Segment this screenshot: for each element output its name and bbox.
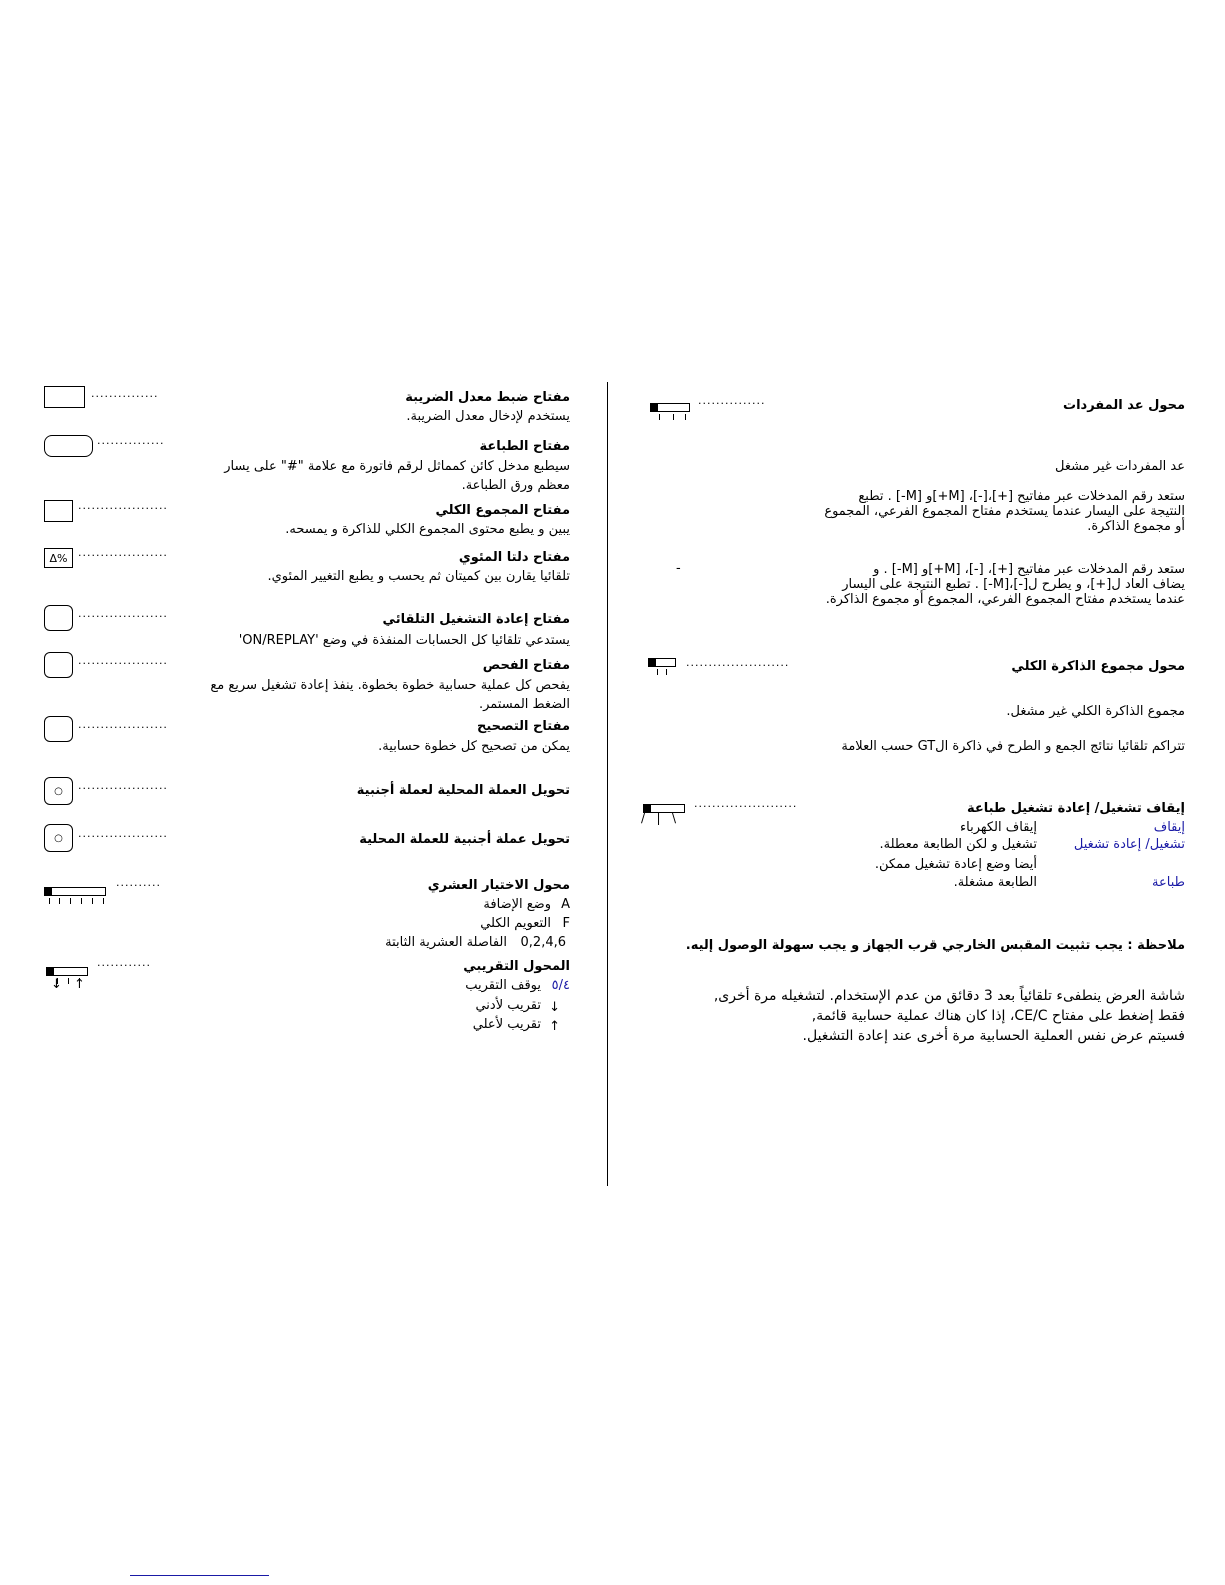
socket-note: ملاحظة : يجب تثبيت المقبس الخارجي قرب الجهاز و يجب سهولة الوصول إليه. [685, 938, 1185, 953]
decimal-key-fixed: 0,2,4,6 [520, 935, 566, 950]
item-counter-para2-line2: يضاف العاد ل[+]، و يطرح ل[-]،[M-] . تطبع النتيجة على اليسار [842, 577, 1185, 592]
decimal-text-a: وضع الإضافة [483, 897, 551, 912]
round-up-arrow-icon: ↑ [74, 977, 85, 992]
replay-title: مفتاح إعادة التشغيل التلقائي [382, 612, 570, 627]
rounding-key-54: ٥/٤ [551, 978, 570, 993]
leader-dots: ............... [97, 434, 165, 447]
correct-desc: يمكن من تصحيح كل خطوة حسابية. [378, 739, 570, 754]
leader-dots: ....................... [686, 656, 790, 669]
print-title: إيقاف تشغيل/ إعادة تشغيل طباعة [966, 801, 1185, 816]
print-mode-print: طباعة [1152, 875, 1185, 890]
leader-dots: .................... [78, 546, 168, 559]
leader-dots: .................... [78, 654, 168, 667]
correct-title: مفتاح التصحيح [477, 719, 570, 734]
gt-off: مجموع الذاكرة الكلي غير مشغل. [1006, 704, 1185, 719]
leader-dots: .................... [78, 779, 168, 792]
round-down-arrow-icon: ↓ [51, 977, 62, 992]
item-counter-title: محول عد المفردات [1063, 398, 1185, 413]
leader-dots: .................... [78, 607, 168, 620]
print-desc-off: إيقاف الكهرباء [960, 820, 1037, 835]
item-counter-para2-line3: عندما يستخدم مفتاح المجموع الفرعي، المجموع أو مجموع الذاكرة. [825, 592, 1185, 607]
item-counter-para1-line2: النتيجة على اليسار عندما يستخدم مفتاح المجموع الفرعي، المجموع [824, 504, 1185, 519]
decimal-key-a: A [561, 897, 570, 912]
local-to-foreign-title: تحويل العملة المحلية لعملة أجنبية [356, 783, 570, 798]
grand-total-desc: يبين و يطبع محتوى المجموع الكلي للذاكرة و يمسحه. [285, 522, 570, 537]
gt-title: محول مجموع الذاكرة الكلي [1011, 659, 1185, 674]
print-desc-print: الطابعة مشغلة. [953, 875, 1037, 890]
rounding-title: المحول التقريبي [463, 959, 570, 974]
delta-title: مفتاح دلتا المئوي [458, 550, 570, 565]
rounding-text-54: يوقف التقريب [465, 978, 541, 993]
rounding-key-down: ↓ [549, 1000, 560, 1015]
item-counter-para2-line1: ستعد رقم المدخلات عبر مفاتيح [+]، [-]، [M+]و [M-] . و [873, 562, 1185, 577]
decimal-key-f: F [562, 916, 570, 931]
dash-mark: - [676, 561, 681, 576]
print-key-desc-line1: سيطبع مدخل كائن كمماثل لرقم فاتورة مع علامة "#" على يسار [224, 459, 570, 474]
leader-dots: ............ [97, 956, 151, 969]
check-desc-line1: يفحص كل عملية حسابية خطوة بخطوة. ينفذ إعادة تشغيل سريع مع [210, 678, 570, 693]
print-switch-legs: / | \ [641, 811, 677, 825]
display-line2: فقط إضغط على مفتاح CE/C، إذا كان هناك عملية حسابية قائمة, [811, 1008, 1185, 1024]
check-title: مفتاح الفحص [482, 658, 570, 673]
print-key-icon [44, 435, 93, 457]
check-key-icon [44, 652, 73, 678]
local-to-foreign-key-icon: ○ [44, 777, 73, 805]
check-desc-line2: الضغط المستمر. [478, 697, 570, 712]
gt-on: تتراكم تلقائيا نتائج الجمع و الطرح في ذاكرة الGT حسب العلامة [841, 739, 1185, 754]
delta-desc: تلقائيا يقارن بين كميتان ثم يحسب و يطبع التغيير المئوي. [267, 569, 570, 584]
rounding-text-up: تقريب لأعلي [472, 1017, 541, 1032]
print-mode-off: إيقاف [1153, 820, 1185, 835]
replay-key-icon [44, 605, 73, 631]
leader-dots: ............... [91, 387, 159, 400]
decimal-title: محول الاختيار العشري [427, 878, 570, 893]
footer-underline [130, 1575, 269, 1576]
correct-key-icon [44, 716, 73, 742]
grand-total-key-icon [44, 500, 73, 522]
tax-key-desc: يستخدم لإدخال معدل الضريبة. [406, 409, 570, 424]
foreign-to-local-key-icon: ○ [44, 824, 73, 852]
leader-dots: .......... [116, 876, 161, 889]
tax-key-title: مفتاح ضبط معدل الضريبة [405, 390, 570, 405]
column-divider [607, 382, 608, 1186]
replay-desc: يستدعي تلقائيا كل الحسابات المنفذة في وضع 'ON/REPLAY' [238, 633, 570, 648]
item-counter-para1-line1: ستعد رقم المدخلات عبر مفاتيح [+]،[-]، [M+]و [M-] . تطبع [858, 489, 1185, 504]
rounding-text-down: تقريب لأدني [475, 998, 541, 1013]
print-desc-replay: أيضا وضع إعادة تشغيل ممكن. [874, 857, 1037, 872]
rounding-key-up: ↑ [549, 1019, 560, 1034]
decimal-text-fixed: الفاصلة العشرية الثابتة [385, 935, 507, 950]
decimal-text-f: التعويم الكلي [480, 916, 551, 931]
print-key-title: مفتاح الطباعة [479, 439, 570, 454]
foreign-to-local-title: تحويل عملة أجنبية للعملة المحلية [359, 832, 570, 847]
display-line3: فسيتم عرض نفس العملية الحسابية مرة أخرى عند إعادة التشغيل. [802, 1028, 1185, 1044]
grand-total-title: مفتاح المجموع الكلي [435, 503, 570, 518]
leader-dots: .................... [78, 499, 168, 512]
delta-percent-key-icon: Δ% [44, 548, 73, 568]
leader-dots: .................... [78, 827, 168, 840]
print-mode-on: تشغيل/ إعادة تشغيل [1073, 837, 1185, 852]
tax-key-icon [44, 386, 85, 408]
item-counter-off: عد المفردات غير مشغل [1054, 459, 1185, 474]
display-line1: شاشة العرض ينطفىء تلقائياً بعد 3 دقائق من عدم الإستخدام. لتشغيله مرة أخرى, [713, 988, 1185, 1004]
print-key-desc-line2: معظم ورق الطباعة. [461, 478, 570, 493]
leader-dots: ............... [698, 394, 766, 407]
item-counter-para1-line3: أو مجموع الذاكرة. [1087, 519, 1185, 534]
leader-dots: .................... [78, 718, 168, 731]
print-desc-on: تشغيل و لكن الطابعة معطلة. [879, 837, 1037, 852]
leader-dots: ....................... [694, 797, 798, 810]
